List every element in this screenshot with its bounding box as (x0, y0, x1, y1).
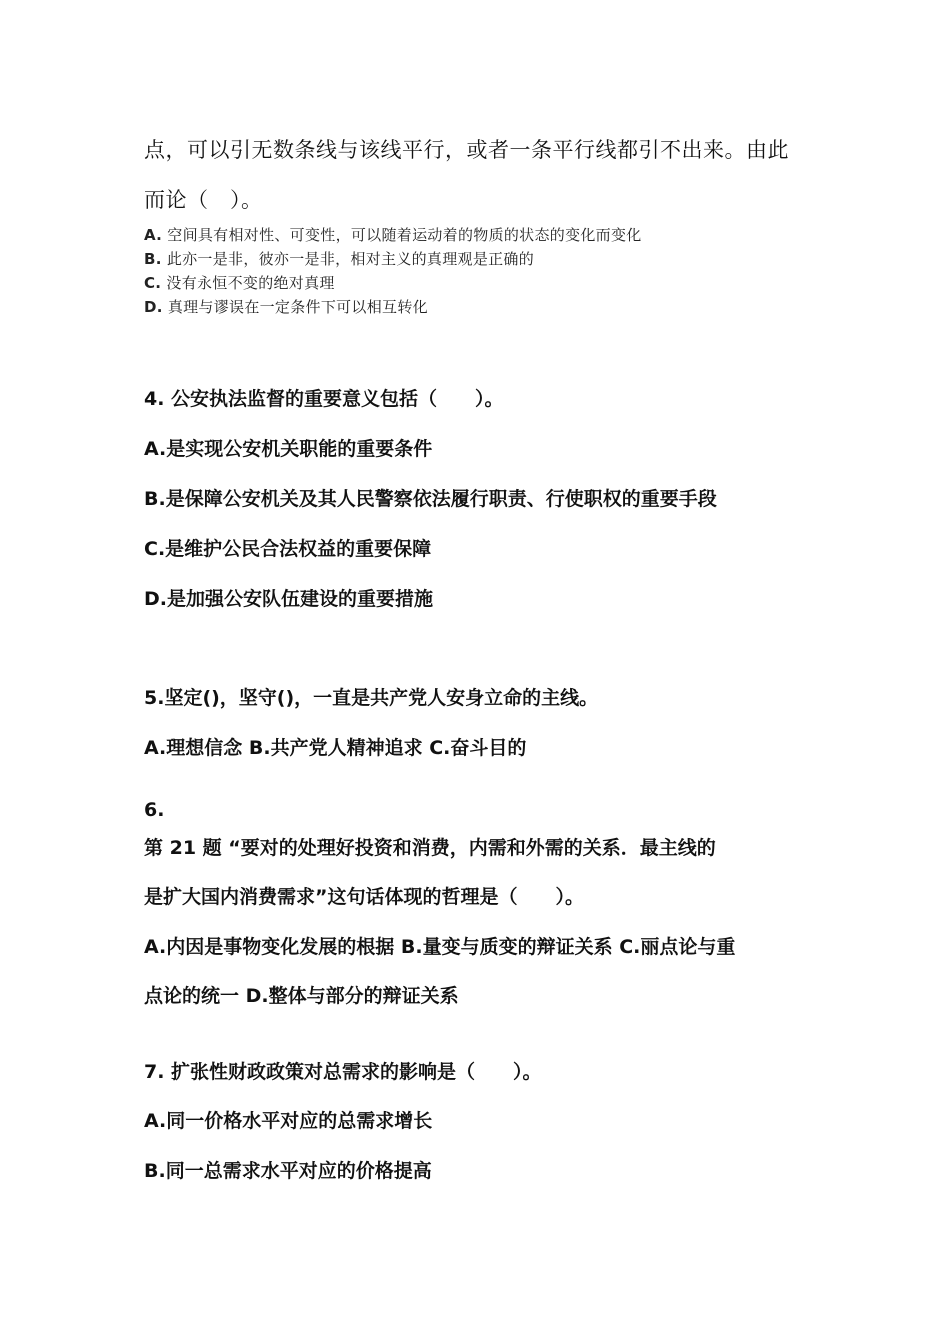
q6-stem-line-1: 第 21 题 “要对的处理好投资和消费，内需和外需的关系．最主线的 (144, 837, 716, 859)
q4-option-b: B.是保障公安机关及其人民警察依法履行职责、行使职权的重要手段 (144, 488, 717, 510)
q7-option-b: B.同一总需求水平对应的价格提高 (144, 1160, 432, 1182)
q4-stem: 4. 公安执法监督的重要意义包括（ ）。 (144, 388, 504, 410)
q7-option-a: A.同一价格水平对应的总需求增长 (144, 1110, 433, 1132)
option-text: 此亦一是非，彼亦一是非，相对主义的真理观是正确的 (166, 250, 535, 268)
q4-option-d: D.是加强公安队伍建设的重要措施 (144, 588, 433, 610)
q3-option-a (144, 228, 642, 243)
q4-option-c: C.是维护公民合法权益的重要保障 (144, 538, 432, 560)
q6-stem-line-2: 是扩大国内消费需求”这句话体现的哲理是（ ）。 (144, 886, 584, 908)
option-text: 真理与谬误在一定条件下可以相互转化 (167, 298, 428, 316)
q5-options: A.理想信念 B.共产党人精神追求 C.奋斗目的 (144, 737, 527, 759)
q6-options-line-2: 点论的统一 D.整体与部分的辩证关系 (144, 985, 459, 1007)
q3-option-b (144, 252, 534, 267)
q4-option-a: A.是实现公安机关职能的重要条件 (144, 438, 433, 460)
option-label: D. (144, 298, 163, 316)
option-label: C. (144, 274, 162, 292)
q7-stem: 7. 扩张性财政政策对总需求的影响是（ ）。 (144, 1061, 542, 1083)
q3-stem-line-1: 点，可以引无数条线与该线平行，或者一条平行线都引不出来。由此 (144, 138, 789, 162)
q3-stem-line-2: 而论（ ）。 (144, 188, 263, 212)
option-label: A. (144, 226, 163, 244)
q3-option-c (144, 276, 335, 291)
q3-option-d (144, 300, 428, 315)
option-label: B. (144, 250, 162, 268)
q5-stem: 5.坚定()，坚守()，一直是共产党人安身立命的主线。 (144, 687, 599, 709)
q6-number: 6. (144, 799, 165, 821)
option-text: 没有永恒不变的绝对真理 (166, 274, 335, 292)
q6-options-line-1: A.内因是事物变化发展的根据 B.量变与质变的辩证关系 C.丽点论与重 (144, 936, 736, 958)
option-text: 空间具有相对性、可变性，可以随着运动着的物质的状态的变化而变化 (167, 226, 642, 244)
